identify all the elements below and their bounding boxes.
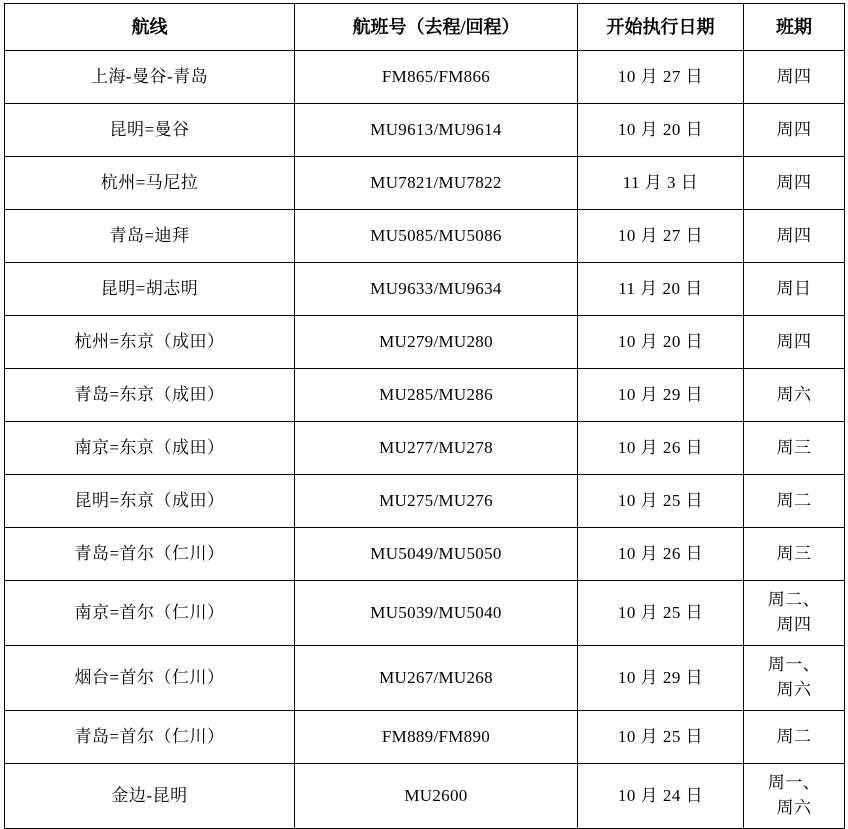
cell-start-date: 10 月 20 日	[578, 316, 744, 369]
table-row	[5, 422, 845, 475]
cell-frequency	[744, 210, 845, 263]
cell-route: 昆明=东京（成田）	[5, 475, 295, 528]
cell-route: 烟台=首尔（仁川）	[5, 646, 295, 711]
frequency-line: 周四	[776, 225, 812, 245]
cell-start-date: 11 月 20 日	[578, 263, 744, 316]
cell-frequency	[744, 157, 845, 210]
frequency-line: 周四	[776, 615, 812, 634]
cell-route: 南京=东京（成田）	[5, 422, 295, 475]
cell-route: 南京=首尔（仁川）	[5, 581, 295, 646]
frequency-line: 周四	[776, 66, 812, 86]
cell-frequency	[744, 646, 845, 711]
cell-flight-number: FM889/FM890	[295, 711, 578, 764]
table-row	[5, 51, 845, 104]
cell-start-date: 10 月 24 日	[578, 764, 744, 829]
cell-route: 青岛=首尔（仁川）	[5, 711, 295, 764]
frequency-line: 周二、	[767, 590, 821, 610]
cell-route: 上海-曼谷-青岛	[5, 51, 295, 104]
frequency-line: 周三	[776, 543, 812, 563]
column-header-frequency: 班期	[744, 4, 845, 51]
table-row	[5, 104, 845, 157]
table-row	[5, 475, 845, 528]
table-row	[5, 316, 845, 369]
table-row	[5, 528, 845, 581]
column-header-start-date: 开始执行日期	[578, 4, 744, 51]
cell-flight-number: MU9613/MU9614	[295, 104, 578, 157]
cell-flight-number: MU267/MU268	[295, 646, 578, 711]
cell-frequency	[744, 369, 845, 422]
cell-route: 昆明=曼谷	[5, 104, 295, 157]
cell-flight-number: MU277/MU278	[295, 422, 578, 475]
cell-start-date: 10 月 29 日	[578, 369, 744, 422]
frequency-line: 周六	[776, 384, 812, 404]
cell-flight-number: MU5049/MU5050	[295, 528, 578, 581]
frequency-line: 周一、	[767, 773, 821, 793]
cell-frequency	[744, 475, 845, 528]
cell-frequency	[744, 263, 845, 316]
cell-route: 昆明=胡志明	[5, 263, 295, 316]
cell-frequency	[744, 528, 845, 581]
table-row	[5, 157, 845, 210]
table-row	[5, 263, 845, 316]
cell-flight-number: MU275/MU276	[295, 475, 578, 528]
table-row	[5, 646, 845, 711]
cell-frequency	[744, 316, 845, 369]
table-row	[5, 764, 845, 829]
frequency-line: 周六	[776, 798, 812, 817]
cell-start-date: 11 月 3 日	[578, 157, 744, 210]
cell-flight-number: MU7821/MU7822	[295, 157, 578, 210]
frequency-line: 周一、	[767, 655, 821, 675]
cell-start-date: 10 月 25 日	[578, 475, 744, 528]
cell-frequency	[744, 104, 845, 157]
cell-frequency	[744, 711, 845, 764]
frequency-line: 周日	[776, 278, 812, 298]
cell-start-date: 10 月 27 日	[578, 210, 744, 263]
cell-start-date: 10 月 26 日	[578, 422, 744, 475]
cell-flight-number: MU9633/MU9634	[295, 263, 578, 316]
table-body	[5, 51, 845, 829]
cell-start-date: 10 月 25 日	[578, 581, 744, 646]
table-row	[5, 369, 845, 422]
cell-route: 杭州=马尼拉	[5, 157, 295, 210]
cell-route: 青岛=首尔（仁川）	[5, 528, 295, 581]
frequency-line: 周二	[776, 490, 812, 510]
table-row	[5, 210, 845, 263]
frequency-line: 周二	[776, 726, 812, 746]
cell-route: 青岛=东京（成田）	[5, 369, 295, 422]
cell-flight-number: MU285/MU286	[295, 369, 578, 422]
cell-start-date: 10 月 29 日	[578, 646, 744, 711]
table-row	[5, 581, 845, 646]
cell-flight-number: MU279/MU280	[295, 316, 578, 369]
table-header	[5, 4, 845, 51]
cell-flight-number: FM865/FM866	[295, 51, 578, 104]
frequency-line: 周四	[776, 331, 812, 351]
frequency-line: 周四	[776, 172, 812, 192]
cell-start-date: 10 月 25 日	[578, 711, 744, 764]
cell-start-date: 10 月 27 日	[578, 51, 744, 104]
cell-frequency	[744, 764, 845, 829]
table-header-row	[5, 4, 845, 51]
cell-frequency	[744, 51, 845, 104]
cell-flight-number: MU2600	[295, 764, 578, 829]
cell-start-date: 10 月 26 日	[578, 528, 744, 581]
cell-flight-number: MU5085/MU5086	[295, 210, 578, 263]
cell-route: 青岛=迪拜	[5, 210, 295, 263]
cell-route: 杭州=东京（成田）	[5, 316, 295, 369]
cell-route: 金边-昆明	[5, 764, 295, 829]
column-header-flight-number: 航班号（去程/回程）	[295, 4, 578, 51]
cell-start-date: 10 月 20 日	[578, 104, 744, 157]
cell-frequency	[744, 581, 845, 646]
column-header-route: 航线	[5, 4, 295, 51]
cell-flight-number: MU5039/MU5040	[295, 581, 578, 646]
table-row	[5, 711, 845, 764]
frequency-line: 周六	[776, 680, 812, 699]
cell-frequency	[744, 422, 845, 475]
frequency-line: 周四	[776, 119, 812, 139]
flight-schedule-table	[4, 3, 845, 829]
frequency-line: 周三	[776, 437, 812, 457]
